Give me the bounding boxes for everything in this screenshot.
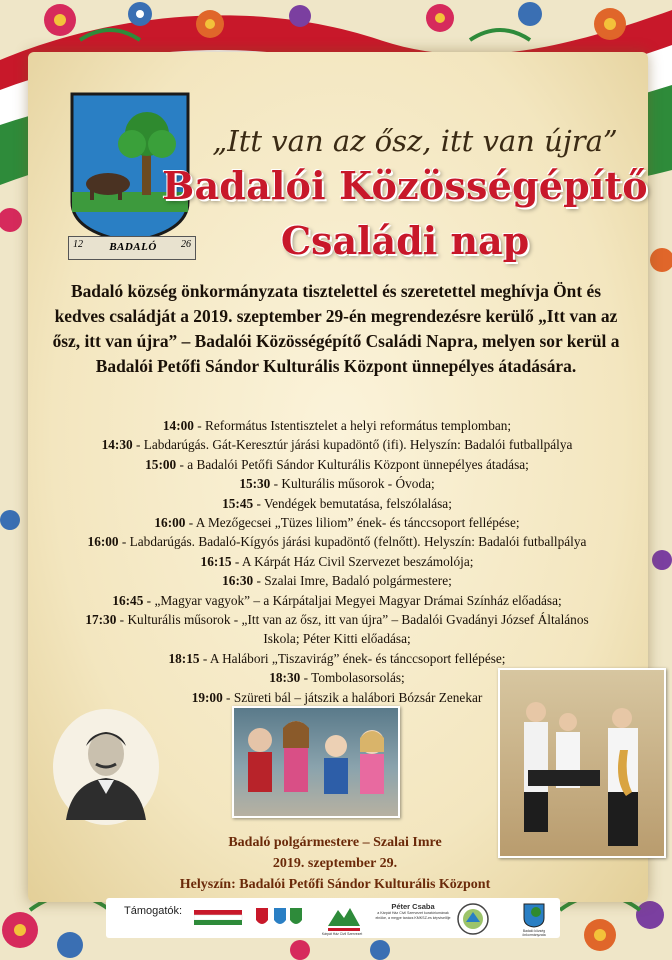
children-photo-icon <box>234 708 398 816</box>
program-time: 14:00 <box>162 418 194 433</box>
crest-left-number: 12 <box>73 239 83 250</box>
sponsor-note: a Kárpát Ház Civil Szervezet kuratóriumának elnöke, a megye tanács KMKSZ-es képviselője <box>375 911 451 920</box>
program-item: 15:45 - Vendégek bemutatása, felszólalása; <box>222 495 452 511</box>
program-time: 16:00 <box>87 534 119 550</box>
program-item: 16:15 - A Kárpát Ház Civil Szervezet beszámolója; <box>200 553 474 569</box>
program-text: A Halábori „Tiszavirág” ének- és tánccsoport fellépése; <box>209 650 506 666</box>
program-item: 17:30 - Kulturális műsorok - „Itt van az ősz, itt van újra” – Badalói Gvadányi József Általános Iskola; Péter Kitti előadása; <box>85 612 589 647</box>
karpat-logo-caption: Kárpát Ház Civil Szervezet <box>321 932 363 936</box>
crest-right-number: 26 <box>181 239 191 250</box>
event-venue: Helyszín: Badalói Petőfi Sándor Kulturális Központ <box>179 877 491 892</box>
sponsors-label: Támogatók: <box>124 905 183 917</box>
badalo-logo-caption: Badaló község önkormányzata <box>522 929 546 937</box>
program-time: 16:45 <box>112 592 144 608</box>
program-time: 15:00 <box>145 456 177 472</box>
invitation-text: Badaló község önkormányzata tisztelettel és szeretettel meghívja Önt és kedves családját a 2019. szeptember 29-én megrendezésre kerülő „Itt van az ősz, itt van újra” – Badalói Közösségépítő Családi Napra, melyen sor kerül a Badalói Petőfi Sándor Kulturális Központ ünnepélyes átadására. <box>52 281 620 376</box>
program-time: 19:00 <box>191 689 223 705</box>
program-item: 15:30 - Kulturális műsorok - Óvoda; <box>239 476 435 492</box>
program-text: a Badalói Petőfi Sándor Kulturális Központ ünnepélyes átadása; <box>187 456 529 472</box>
program-text: Szalai Imre, Badaló polgármestere; <box>264 573 452 589</box>
event-title-line2: Családi nap <box>280 218 530 263</box>
event-title: Badalói Közösségépítő <box>162 163 648 208</box>
coat-of-arms-small-icon <box>252 906 304 930</box>
program-text: Szüreti bál – játszik a halábori Bózsár Zenekar <box>233 689 483 705</box>
program-item: 15:00 - a Badalói Petőfi Sándor Kulturális Központ ünnepélyes átadása; <box>145 456 529 472</box>
government-logo-icon <box>194 906 250 928</box>
mayor-line: Badaló polgármestere – Szalai Imre <box>228 835 442 850</box>
program-time: 18:30 <box>269 670 301 686</box>
program-text: Vendégek bemutatása, felszólalása; <box>263 495 452 511</box>
petofi-portrait-image <box>52 708 160 826</box>
program-text: Református Istentisztelet a helyi református templomban; <box>205 418 512 433</box>
program-item: 14:30 - Labdarúgás. Gát-Keresztúr járási kupadöntő (ifi). Helyszín: Badalói futballpálya <box>101 437 573 453</box>
program-text: Kulturális műsorok - Óvoda; <box>281 476 435 492</box>
program-item: 18:30 - Tombolasorsolás; <box>269 670 405 686</box>
program-text: Kulturális műsorok - „Itt van az ősz, itt van újra” – Badalói Gvadányi József Általános Iskola; Péter Kitti előadása; <box>127 612 589 647</box>
karpat-haz-logo-icon <box>456 902 490 936</box>
badalo-crest-small-icon <box>522 902 546 928</box>
band-photo-icon <box>500 670 664 856</box>
program-text: Labdarúgás. Gát-Keresztúr járási kupadöntő (ifi). Helyszín: Badalói futballpálya <box>143 437 573 453</box>
program-time: 15:30 <box>239 476 271 492</box>
program-list <box>40 416 634 707</box>
event-date: 2019. szeptember 29. <box>272 856 398 871</box>
program-time: 18:15 <box>168 650 200 666</box>
children-photo <box>232 706 400 818</box>
band-photo <box>498 668 666 858</box>
program-text: A Mezőgecsei „Tüzes liliom” ének- és tánccsoport fellépése; <box>195 515 520 531</box>
program-text: „Magyar vagyok” – a Kárpátaljai Megyei Magyar Drámai Színház előadása; <box>154 592 562 608</box>
program-text: A Kárpát Ház Civil Szervezet beszámolója; <box>241 553 474 569</box>
sponsor-name: Péter Csaba <box>391 902 435 911</box>
event-subtitle: „Itt van az ősz, itt van újra” <box>212 124 618 158</box>
program-item: 16:30 - Szalai Imre, Badaló polgármestere; <box>222 573 452 589</box>
sponsor-text <box>374 902 452 921</box>
program-item: 19:00 - Szüreti bál – játszik a halábori Bózsár Zenekar <box>191 689 483 705</box>
program-time: 15:45 <box>222 495 254 511</box>
program-item: 16:00 - Labdarúgás. Badaló-Kígyós járási kupadöntő (felnőtt). Helyszín: Badalói futballpálya <box>87 534 587 550</box>
event-footer <box>150 832 520 895</box>
program-item: 16:45 - „Magyar vagyok” – a Kárpátaljai Megyei Magyar Drámai Színház előadása; <box>112 592 562 608</box>
program-time: 14:30 <box>101 437 133 453</box>
program-text: Tombolasorsolás; <box>311 670 405 686</box>
mountain-logo-icon <box>326 904 362 934</box>
program-time: 17:30 <box>85 612 117 628</box>
program-time: 16:00 <box>154 515 186 531</box>
program-item: 16:00 - A Mezőgecsei „Tüzes liliom” ének- és tánccsoport fellépése; <box>154 515 520 531</box>
program-item: 18:15 - A Halábori „Tiszavirág” ének- és tánccsoport fellépése; <box>168 650 506 666</box>
program-time: 16:15 <box>200 553 232 569</box>
crest-banner-text: BADALÓ <box>109 241 157 253</box>
program-item: 14:00 - Református Istentisztelet a helyi református templomban; <box>162 418 512 433</box>
program-time: 16:30 <box>222 573 254 589</box>
program-text: Labdarúgás. Badaló-Kígyós járási kupadöntő (felnőtt). Helyszín: Badalói futballpálya <box>129 534 587 550</box>
